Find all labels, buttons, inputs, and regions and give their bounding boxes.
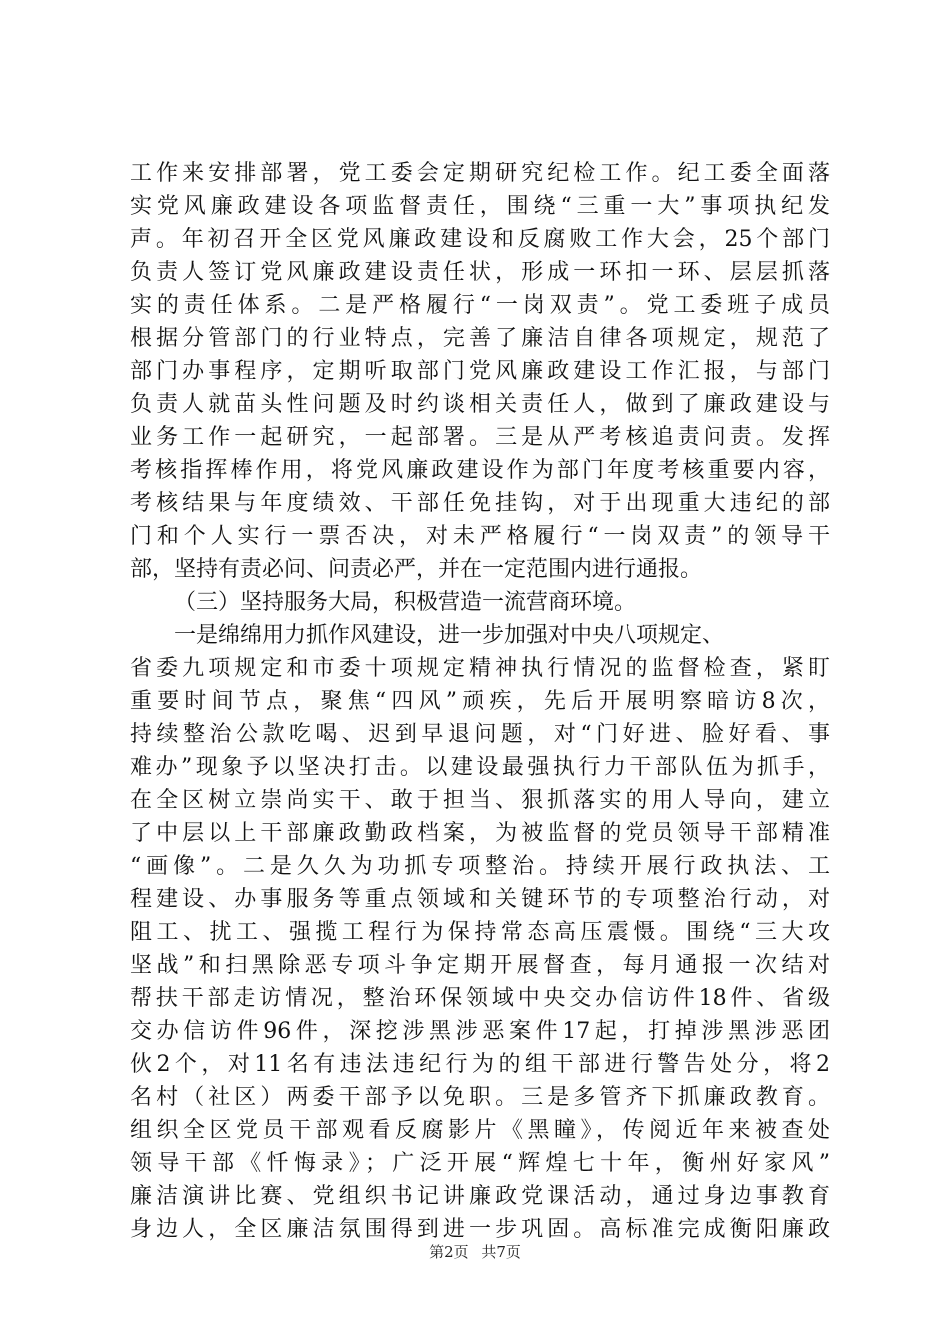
text-line: 门和个人实行一票否决，对未严格履行“一岗双责”的领导干	[130, 524, 830, 549]
paragraph-2	[130, 619, 830, 1246]
text-line: 实党风廉政建设各项监督责任，围绕“三重一大”事项执纪发	[130, 194, 830, 219]
text-line: 一是绵绵用力抓作风建设，进一步加强对中央八项规定、	[174, 623, 725, 648]
section-heading: （三）坚持服务大局，积极营造一流营商环境。	[174, 590, 637, 615]
text-line: 根据分管部门的行业特点，完善了廉洁自律各项规定，规范了	[130, 326, 830, 351]
text-line: 帮扶干部走访情况，整治环保领域中央交办信访件18件、省级	[130, 986, 830, 1011]
text-line: 廉洁演讲比赛、党组织书记讲廉政党课活动，通过身边事教育	[130, 1184, 830, 1209]
text-line: 负责人就苗头性问题及时约谈相关责任人，做到了廉政建设与	[130, 392, 830, 417]
text-line: 声。年初召开全区党风廉政建设和反腐败工作大会，25个部门	[130, 227, 830, 252]
text-line: 阻工、扰工、强揽工程行为保持常态高压震慑。围绕“三大攻	[130, 920, 830, 945]
paragraph-1	[130, 157, 830, 586]
text-line: 在全区树立崇尚实干、敢于担当、狠抓落实的用人导向，建立	[130, 788, 830, 813]
text-line: 领导干部《忏悔录》；广泛开展“辉煌七十年，衡州好家风”	[130, 1151, 830, 1176]
text-line: 程建设、办事服务等重点领域和关键环节的专项整治行动，对	[130, 887, 830, 912]
text-line: “画像”。二是久久为功抓专项整治。持续开展行政执法、工	[130, 854, 830, 879]
page-total: 共7页	[481, 1243, 521, 1261]
text-line: 坚战”和扫黑除恶专项斗争定期开展督查，每月通报一次结对	[130, 953, 830, 978]
text-line: 考核结果与年度绩效、干部任免挂钩，对于出现重大违纪的部	[130, 491, 830, 516]
text-line: 持续整治公款吃喝、迟到早退问题，对“门好进、脸好看、事	[130, 722, 830, 747]
text-line: 省委九项规定和市委十项规定精神执行情况的监督检查，紧盯	[130, 656, 830, 681]
page-footer	[0, 1241, 950, 1262]
text-line: 交办信访件96件，深挖涉黑涉恶案件17起，打掉涉黑涉恶团	[130, 1019, 830, 1044]
text-line: 实的责任体系。二是严格履行“一岗双责”。党工委班子成员	[130, 293, 830, 318]
document-body	[130, 157, 830, 1246]
page-number: 第2页	[429, 1243, 469, 1261]
text-line: 名村（社区）两委干部予以免职。三是多管齐下抓廉政教育。	[130, 1085, 830, 1110]
text-line: 伙2个，对11名有违法违纪行为的组干部进行警告处分，将2	[130, 1052, 830, 1077]
text-line: 负责人签订党风廉政建设责任状，形成一环扣一环、层层抓落	[130, 260, 830, 285]
text-line: 工作来安排部署，党工委会定期研究纪检工作。纪工委全面落	[130, 161, 830, 186]
text-line: 身边人，全区廉洁氛围得到进一步巩固。高标准完成衡阳廉政	[130, 1217, 830, 1242]
text-line: 重要时间节点，聚焦“四风”顽疾，先后开展明察暗访8次，	[130, 689, 830, 714]
text-line: 了中层以上干部廉政勤政档案，为被监督的党员领导干部精准	[130, 821, 830, 846]
text-line: 组织全区党员干部观看反腐影片《黑瞳》，传阅近年来被查处	[130, 1118, 830, 1143]
text-line: 部，坚持有责必问、问责必严，并在一定范围内进行通报。	[130, 557, 703, 582]
text-line: 难办”现象予以坚决打击。以建设最强执行力干部队伍为抓手，	[130, 755, 830, 780]
text-line: 业务工作一起研究，一起部署。三是从严考核追责问责。发挥	[130, 425, 830, 450]
text-line: 考核指挥棒作用，将党风廉政建设作为部门年度考核重要内容，	[130, 458, 830, 483]
text-line: 部门办事程序，定期听取部门党风廉政建设工作汇报，与部门	[130, 359, 830, 384]
